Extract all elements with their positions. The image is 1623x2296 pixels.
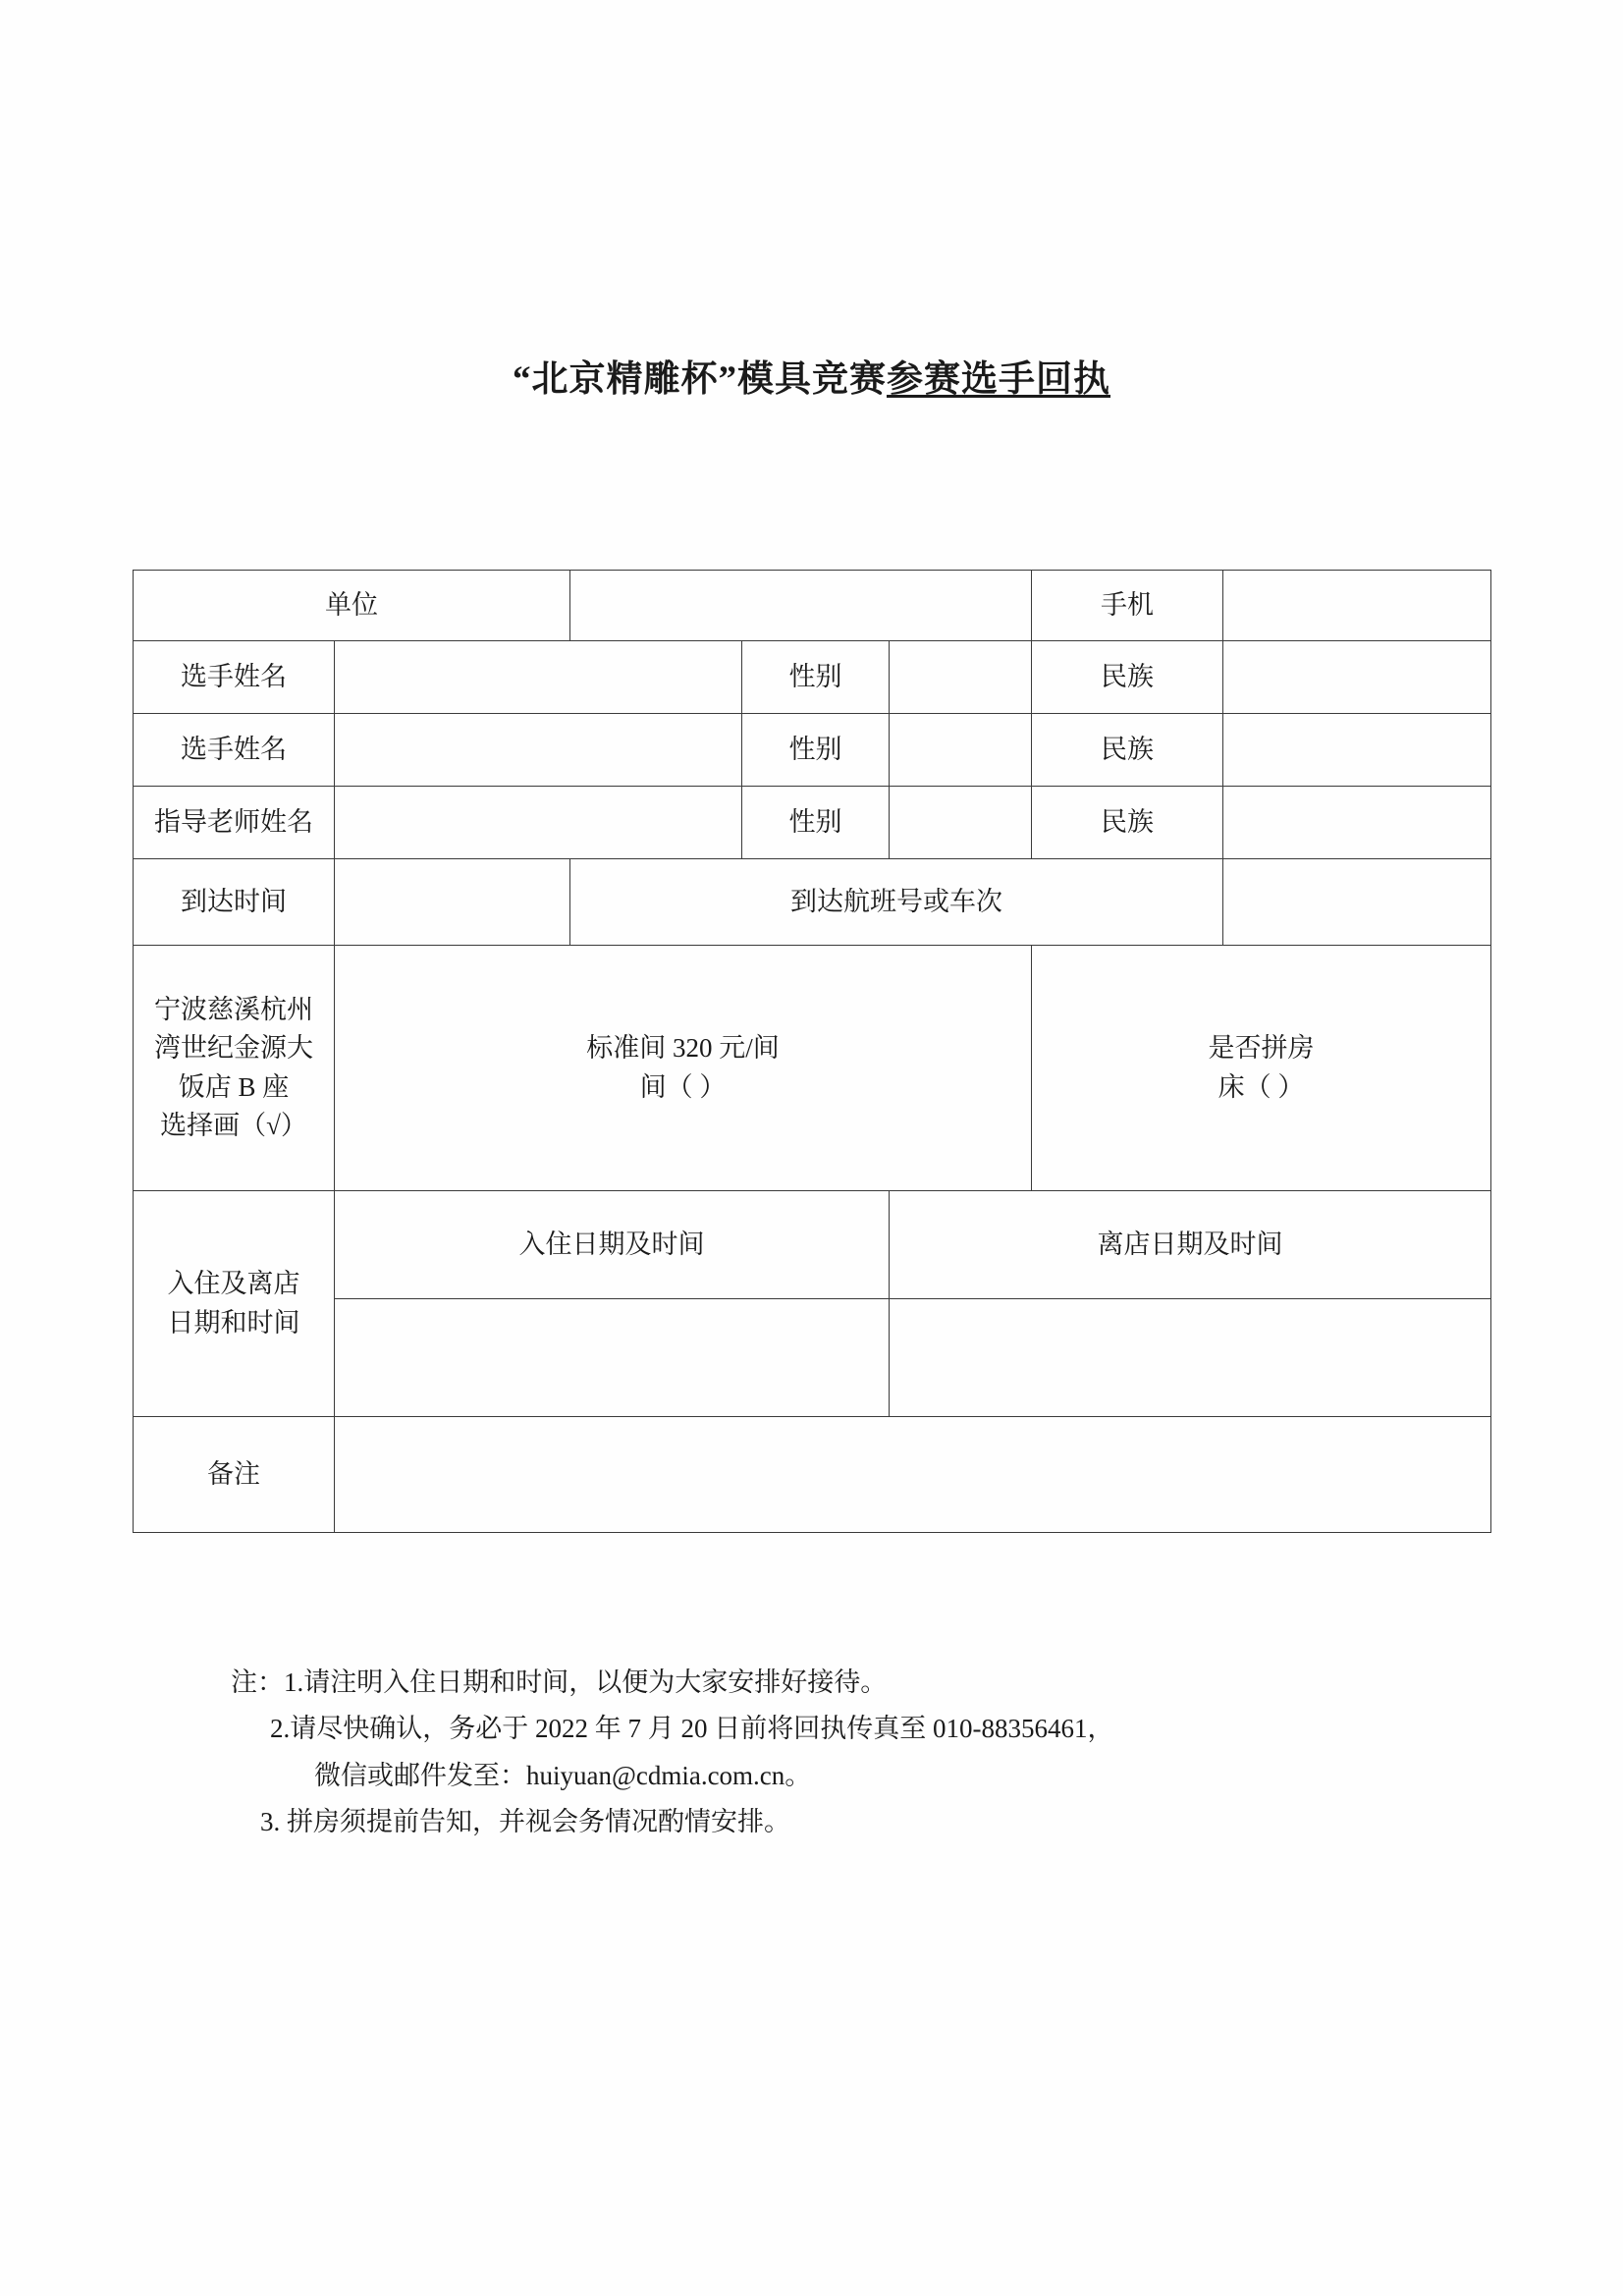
checkin-checkout-label <box>134 1191 335 1417</box>
player1-name-value[interactable] <box>335 641 742 714</box>
arrival-flight-value[interactable] <box>1223 859 1491 946</box>
arrival-time-value[interactable] <box>335 859 570 946</box>
note-line-4: 3. 拼房须提前告知，并视会务情况酌情安排。 <box>260 1806 790 1836</box>
table-row-teacher <box>134 787 1491 859</box>
page-title-prefix: “北京精雕杯”模具竞赛 <box>513 359 887 400</box>
receipt-table <box>133 570 1491 1533</box>
player2-ethnic-value[interactable] <box>1223 714 1491 787</box>
share-bed-line: 床（ ） <box>1217 1071 1305 1102</box>
player1-name-label: 选手姓名 <box>134 641 335 714</box>
table-row-checkin-header <box>134 1191 1491 1299</box>
notes-section <box>133 1660 1507 1845</box>
teacher-ethnic-label: 民族 <box>1032 787 1223 859</box>
player2-ethnic-label: 民族 <box>1032 714 1223 787</box>
unit-label: 单位 <box>134 571 570 641</box>
table-row-arrival <box>134 859 1491 946</box>
note-line-2: 2.请尽快确认，务必于 2022 年 7 月 20 日前将回执传真至 010-88356461， <box>270 1714 1114 1744</box>
arrival-time-label: 到达时间 <box>134 859 335 946</box>
player2-gender-label: 性别 <box>742 714 890 787</box>
table-row-remark <box>134 1417 1491 1533</box>
share-room-line: 是否拼房 <box>1208 1033 1315 1064</box>
hotel-choice-label-line3: 饭店 B 座 <box>178 1071 290 1102</box>
note-line-1: 注：1.请注明入住日期和时间，以便为大家安排好接待。 <box>231 1667 888 1697</box>
page-title <box>0 349 1623 402</box>
player1-ethnic-label: 民族 <box>1032 641 1223 714</box>
checkin-checkout-label-line1: 入住及离店 <box>167 1269 300 1299</box>
checkin-date-value[interactable] <box>335 1299 890 1417</box>
share-room-cell[interactable] <box>1032 946 1491 1191</box>
page-title-underlined: 参赛选手回执 <box>887 359 1110 400</box>
table-row-player-2 <box>134 714 1491 787</box>
player1-ethnic-value[interactable] <box>1223 641 1491 714</box>
hotel-choice-label <box>134 946 335 1191</box>
table-row-hotel <box>134 946 1491 1191</box>
player2-name-label: 选手姓名 <box>134 714 335 787</box>
hotel-choice-label-line4: 选择画（√） <box>160 1110 307 1140</box>
arrival-flight-label: 到达航班号或车次 <box>570 859 1223 946</box>
table-row-unit <box>134 571 1491 641</box>
checkout-date-value[interactable] <box>890 1299 1491 1417</box>
checkin-date-label: 入住日期及时间 <box>335 1191 890 1299</box>
phone-value[interactable] <box>1223 571 1491 641</box>
teacher-ethnic-value[interactable] <box>1223 787 1491 859</box>
teacher-name-value[interactable] <box>335 787 742 859</box>
teacher-name-label: 指导老师姓名 <box>134 787 335 859</box>
room-rate-cell[interactable] <box>335 946 1032 1191</box>
unit-value[interactable] <box>570 571 1032 641</box>
table-row-checkin-values <box>134 1299 1491 1417</box>
hotel-choice-label-line1: 宁波慈溪杭州 <box>154 995 313 1025</box>
checkin-checkout-label-line2: 日期和时间 <box>167 1307 300 1338</box>
player1-gender-label: 性别 <box>742 641 890 714</box>
checkout-date-label: 离店日期及时间 <box>890 1191 1491 1299</box>
remark-label: 备注 <box>134 1417 335 1533</box>
note-line-3: 微信或邮件发至：huiyuan@cdmia.com.cn。 <box>314 1760 812 1790</box>
player2-name-value[interactable] <box>335 714 742 787</box>
phone-label: 手机 <box>1032 571 1223 641</box>
hotel-choice-label-line2: 湾世纪金源大 <box>154 1033 313 1064</box>
teacher-gender-label: 性别 <box>742 787 890 859</box>
table-row-player-1 <box>134 641 1491 714</box>
player2-gender-value[interactable] <box>890 714 1032 787</box>
teacher-gender-value[interactable] <box>890 787 1032 859</box>
room-count-line: 间（ ） <box>639 1071 727 1102</box>
player1-gender-value[interactable] <box>890 641 1032 714</box>
room-rate-line: 标准间 320 元/间 <box>586 1033 780 1064</box>
remark-value[interactable] <box>335 1417 1491 1533</box>
